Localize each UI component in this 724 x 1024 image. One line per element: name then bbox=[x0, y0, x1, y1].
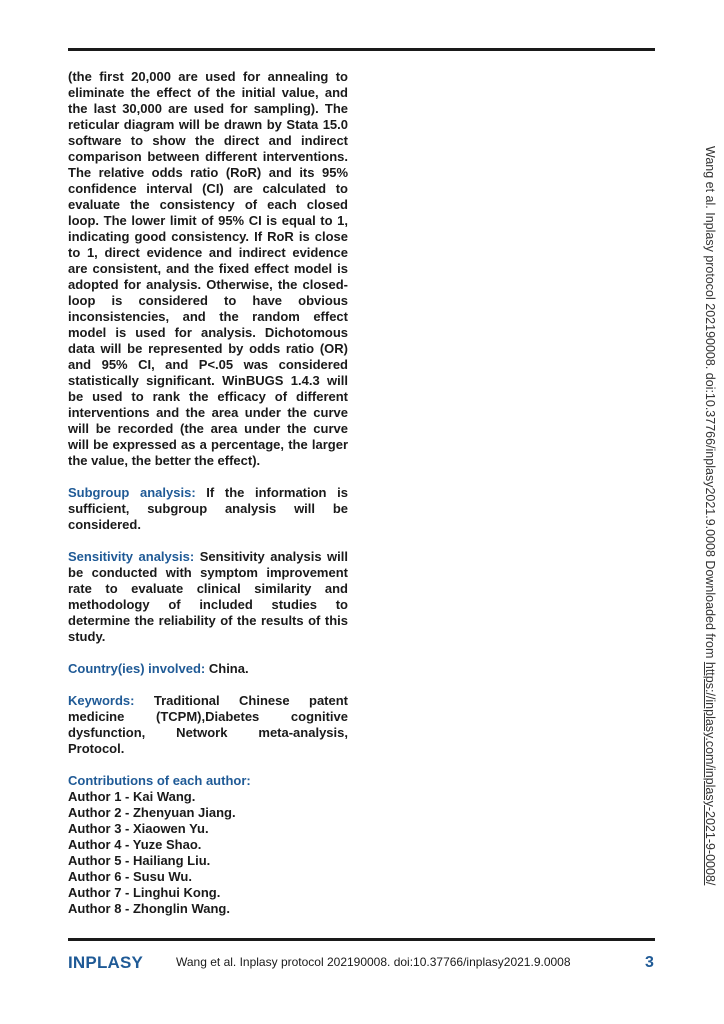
author-item: Author 7 - Linghui Kong. bbox=[68, 885, 221, 900]
keywords-heading: Keywords: bbox=[68, 693, 135, 708]
footer-rule bbox=[68, 938, 655, 941]
author-item: Author 5 - Hailiang Liu. bbox=[68, 853, 211, 868]
author-item: Author 4 - Yuze Shao. bbox=[68, 837, 202, 852]
author-item: Author 6 - Susu Wu. bbox=[68, 869, 192, 884]
sensitivity-analysis-body: Sensitivity analysis will be conducted with symptom improvement rate to evaluate clinical similarity and methodology of included studies to determine the reliability of the results of this study. bbox=[68, 549, 349, 644]
subgroup-analysis-heading: Subgroup analysis: bbox=[68, 485, 196, 500]
author-item: Author 1 - Kai Wang. bbox=[68, 789, 196, 804]
download-link[interactable]: https://inplasy.com/inplasy-2021-9-0008/ bbox=[703, 661, 717, 886]
watermark-text: Wang et al. Inplasy protocol 202190008. doi:10.37766/inplasy2021.9.0008 Downloaded from bbox=[703, 146, 717, 662]
country-heading: Country(ies) involved: bbox=[68, 661, 206, 676]
contributions-section bbox=[68, 773, 348, 917]
header-rule bbox=[68, 48, 655, 51]
keywords-body: Traditional Chinese patent medicine (TCPM),Diabetes cognitive dysfunction, Network meta-analysis, Protocol. bbox=[68, 693, 348, 756]
page-number: 3 bbox=[645, 954, 654, 971]
download-watermark bbox=[703, 146, 717, 885]
country-section bbox=[68, 661, 348, 677]
footer-citation: Wang et al. Inplasy protocol 202190008. doi:10.37766/inplasy2021.9.0008 bbox=[176, 955, 571, 969]
author-list bbox=[68, 789, 348, 917]
contributions-heading: Contributions of each author: bbox=[68, 773, 251, 788]
author-item: Author 3 - Xiaowen Yu. bbox=[68, 821, 209, 836]
author-item: Author 8 - Zhonglin Wang. bbox=[68, 901, 230, 916]
main-column bbox=[68, 69, 348, 917]
sensitivity-analysis-section bbox=[68, 549, 348, 645]
journal-logo: INPLASY bbox=[68, 953, 144, 972]
keywords-section bbox=[68, 693, 348, 757]
author-item: Author 2 - Zhenyuan Jiang. bbox=[68, 805, 236, 820]
country-body: China. bbox=[205, 661, 249, 676]
sensitivity-analysis-heading: Sensitivity analysis: bbox=[68, 549, 195, 564]
methods-paragraph: (the first 20,000 are used for annealing to eliminate the effect of the initial value, and the last 30,000 are used for sampling). The reticular diagram will be drawn by Stata 15.0 software to show the direct and indirect comparison between different interventions. The relative odds ratio (RoR) and its 95% confidence interval (CI) are calculated to evaluate the consistency of each closed loop. The lower limit of 95% CI is equal to 1, indicating good consistency. If RoR is close to 1, direct evidence and indirect evidence are consistent, and the fixed effect model is adopted for analysis. Otherwise, the closed-loop is considered to have obvious inconsistencies, and the random effect model is used for analysis. Dichotomous data will be represented by odds ratio (OR) and 95% CI, and P<.05 was considered statistically significant. WinBUGS 1.4.3 will be used to rank the efficacy of different interventions and the area under the curve will be recorded (the area under the curve will be expressed as a percentage, the larger the value, the better the effect). bbox=[68, 69, 348, 468]
subgroup-analysis-body: If the information is sufficient, subgroup analysis will be considered. bbox=[68, 485, 348, 532]
subgroup-analysis-section bbox=[68, 485, 348, 533]
